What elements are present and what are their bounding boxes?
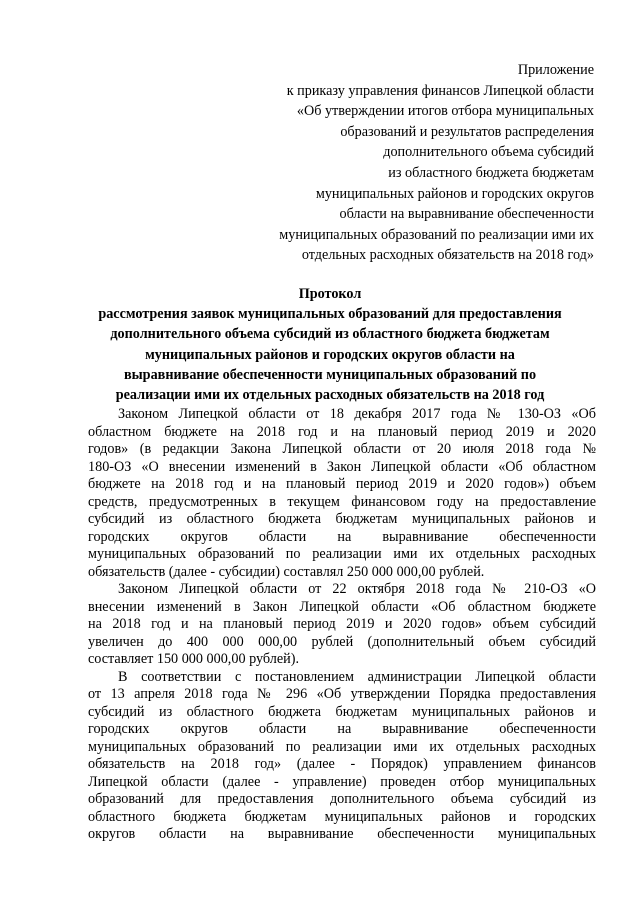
appendix-header	[154, 60, 594, 266]
appendix-line: к приказу управления финансов Липецкой области	[286, 82, 594, 99]
body-line: увеличен до 400 000 000,00 рублей (дополнительный объем субсидий	[88, 633, 596, 650]
protocol-subtitle-line: реализации ими их отдельных расходных обязательств на 2018 год	[115, 387, 545, 404]
body-line: муниципальных образований по реализации ими их отдельных расходных	[88, 738, 596, 755]
body-line: средств, предусмотренных в текущем финансовом году на предоставление	[88, 493, 596, 510]
protocol-heading: Протокол	[298, 286, 362, 302]
body-line: обязательств (далее - субсидии) составлял 250 000 000,00 рублей.	[88, 563, 485, 580]
protocol-subtitle-line: муниципальных районов и городских округов области на	[145, 346, 515, 363]
body-line: городских округов области на выравнивание обеспеченности	[88, 528, 596, 545]
protocol-subtitle-line: дополнительного объема субсидий из областного бюджета бюджетам	[110, 326, 550, 343]
appendix-line: муниципальных образований по реализации ими их	[279, 226, 594, 243]
appendix-line: «Об утверждении итогов отбора муниципальных	[296, 103, 594, 120]
appendix-line: дополнительного объема субсидий	[383, 144, 594, 161]
body-line: субсидий из областного бюджета бюджетам муниципальных районов и	[88, 511, 596, 527]
body-line: Законом Липецкой области от 18 декабря 2017 года № 130-ОЗ «Об	[118, 406, 596, 422]
body-line: 180-ОЗ «О внесении изменений в Закон Липецкой области «Об областном	[88, 458, 596, 475]
body-line: обязательств на 2018 год» (далее - Порядок) управлением финансов	[88, 756, 596, 772]
body-line: составляет 150 000 000,00 рублей).	[88, 651, 300, 667]
body-line: образований для предоставления дополнительного объема субсидий из	[88, 791, 596, 807]
body-line: областном бюджете на 2018 год и на плановый период 2019 и 2020	[88, 423, 596, 440]
protocol-title	[70, 284, 590, 405]
appendix-line: муниципальных районов и городских округов	[315, 185, 594, 202]
protocol-body	[88, 406, 596, 844]
body-line: областного бюджета бюджетам муниципальных районов и городских	[88, 808, 596, 825]
body-line: округов области на выравнивание обеспеченности муниципальных	[88, 826, 596, 842]
body-line: Законом Липецкой области от 22 октября 2018 года № 210-ОЗ «О	[118, 581, 596, 597]
protocol-subtitle-line: выравнивание обеспеченности муниципальных образований по	[123, 366, 537, 383]
body-line: В соответствии с постановлением администрации Липецкой области	[118, 668, 596, 685]
body-line: городских округов области на выравнивание обеспеченности	[88, 721, 596, 737]
body-line: годов» (в редакции Закона Липецкой области от 20 июля 2018 года №	[88, 441, 596, 457]
appendix-line: Приложение	[517, 62, 594, 78]
protocol-subtitle-line: рассмотрения заявок муниципальных образований для предоставления	[98, 306, 562, 323]
appendix-line: области на выравнивание обеспеченности	[339, 206, 594, 223]
body-line: внесении изменений в Закон Липецкой области «Об областном бюджете	[88, 598, 596, 615]
appendix-line: отдельных расходных обязательств на 2018 год»	[301, 247, 594, 264]
body-line: муниципальных образований по реализации ими их отдельных расходных	[88, 546, 596, 562]
body-line: от 13 апреля 2018 года № 296 «Об утверждении Порядка предоставления	[88, 686, 596, 702]
body-line: Липецкой области (далее - управление) проведен отбор муниципальных	[88, 773, 596, 790]
body-line: на 2018 год и на плановый период 2019 и 2020 годов» объем субсидий	[88, 616, 596, 632]
body-line: бюджете на 2018 год и на плановый период 2019 и 2020 годов») объем	[88, 476, 596, 492]
appendix-line: образований и результатов распределения	[340, 123, 594, 140]
body-line: субсидий из областного бюджета бюджетам муниципальных районов и	[88, 703, 596, 720]
appendix-line: из областного бюджета бюджетам	[388, 164, 594, 181]
